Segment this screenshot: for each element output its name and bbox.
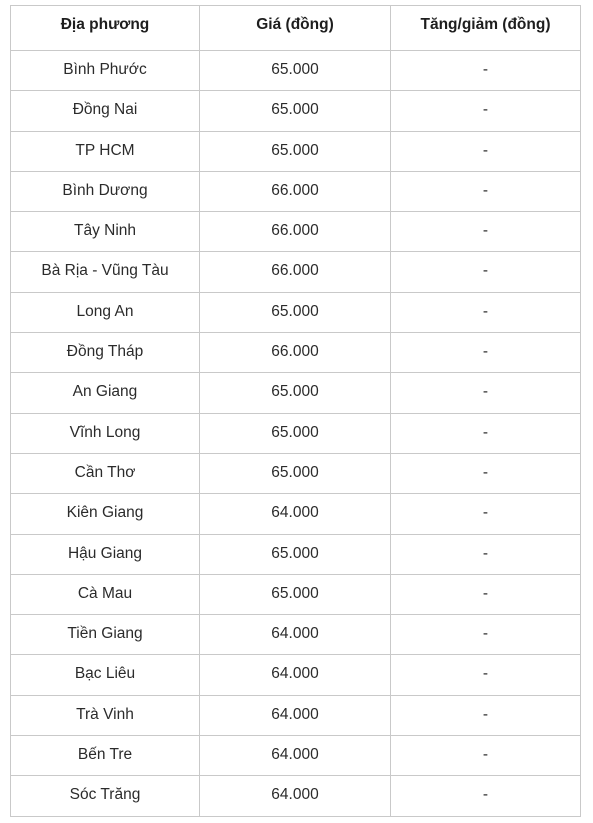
cell-region: Cần Thơ — [11, 453, 200, 493]
cell-price: 65.000 — [200, 574, 391, 614]
table-row — [11, 655, 581, 695]
cell-region: Đồng Tháp — [11, 333, 200, 373]
cell-region: Bình Dương — [11, 171, 200, 211]
table-row — [11, 131, 581, 171]
table-row — [11, 373, 581, 413]
cell-region: Đồng Nai — [11, 91, 200, 131]
cell-price: 65.000 — [200, 91, 391, 131]
table-row — [11, 292, 581, 332]
table-row — [11, 736, 581, 776]
table-row — [11, 453, 581, 493]
table-row — [11, 171, 581, 211]
cell-region: Tiền Giang — [11, 615, 200, 655]
table-body — [11, 51, 581, 817]
cell-change: - — [391, 574, 581, 614]
cell-price: 64.000 — [200, 695, 391, 735]
cell-region: Bến Tre — [11, 736, 200, 776]
table-row — [11, 574, 581, 614]
cell-region: An Giang — [11, 373, 200, 413]
table-row — [11, 534, 581, 574]
cell-price: 65.000 — [200, 373, 391, 413]
cell-change: - — [391, 131, 581, 171]
cell-price: 66.000 — [200, 333, 391, 373]
cell-price: 65.000 — [200, 292, 391, 332]
cell-change: - — [391, 413, 581, 453]
cell-change: - — [391, 736, 581, 776]
table-row — [11, 494, 581, 534]
table-row — [11, 252, 581, 292]
cell-price: 66.000 — [200, 252, 391, 292]
cell-price: 65.000 — [200, 453, 391, 493]
table-row — [11, 776, 581, 816]
cell-change: - — [391, 373, 581, 413]
cell-change: - — [391, 615, 581, 655]
cell-price: 64.000 — [200, 776, 391, 816]
cell-region: Trà Vinh — [11, 695, 200, 735]
price-table — [10, 5, 581, 817]
cell-price: 65.000 — [200, 131, 391, 171]
cell-price: 66.000 — [200, 212, 391, 252]
cell-region: Bà Rịa - Vũng Tàu — [11, 252, 200, 292]
cell-price: 64.000 — [200, 736, 391, 776]
cell-change: - — [391, 534, 581, 574]
cell-change: - — [391, 453, 581, 493]
cell-price: 65.000 — [200, 51, 391, 91]
cell-change: - — [391, 655, 581, 695]
cell-region: Tây Ninh — [11, 212, 200, 252]
table-row — [11, 212, 581, 252]
cell-change: - — [391, 494, 581, 534]
table-row — [11, 615, 581, 655]
cell-price: 65.000 — [200, 413, 391, 453]
cell-price: 65.000 — [200, 534, 391, 574]
table-header — [11, 6, 581, 51]
cell-region: Hậu Giang — [11, 534, 200, 574]
cell-change: - — [391, 333, 581, 373]
header-price: Giá (đồng) — [200, 6, 391, 51]
cell-change: - — [391, 51, 581, 91]
cell-region: Kiên Giang — [11, 494, 200, 534]
table-row — [11, 695, 581, 735]
cell-price: 64.000 — [200, 655, 391, 695]
cell-region: Sóc Trăng — [11, 776, 200, 816]
cell-change: - — [391, 212, 581, 252]
cell-price: 66.000 — [200, 171, 391, 211]
cell-change: - — [391, 776, 581, 816]
cell-region: TP HCM — [11, 131, 200, 171]
cell-price: 64.000 — [200, 615, 391, 655]
header-region: Địa phương — [11, 6, 200, 51]
cell-change: - — [391, 252, 581, 292]
table-row — [11, 91, 581, 131]
cell-region: Cà Mau — [11, 574, 200, 614]
price-table-container — [10, 5, 581, 817]
cell-change: - — [391, 695, 581, 735]
table-row — [11, 413, 581, 453]
table-row — [11, 51, 581, 91]
cell-price: 64.000 — [200, 494, 391, 534]
cell-change: - — [391, 91, 581, 131]
table-row — [11, 333, 581, 373]
cell-region: Vĩnh Long — [11, 413, 200, 453]
cell-region: Long An — [11, 292, 200, 332]
cell-change: - — [391, 171, 581, 211]
cell-region: Bạc Liêu — [11, 655, 200, 695]
header-row — [11, 6, 581, 51]
cell-region: Bình Phước — [11, 51, 200, 91]
header-change: Tăng/giảm (đồng) — [391, 6, 581, 51]
cell-change: - — [391, 292, 581, 332]
